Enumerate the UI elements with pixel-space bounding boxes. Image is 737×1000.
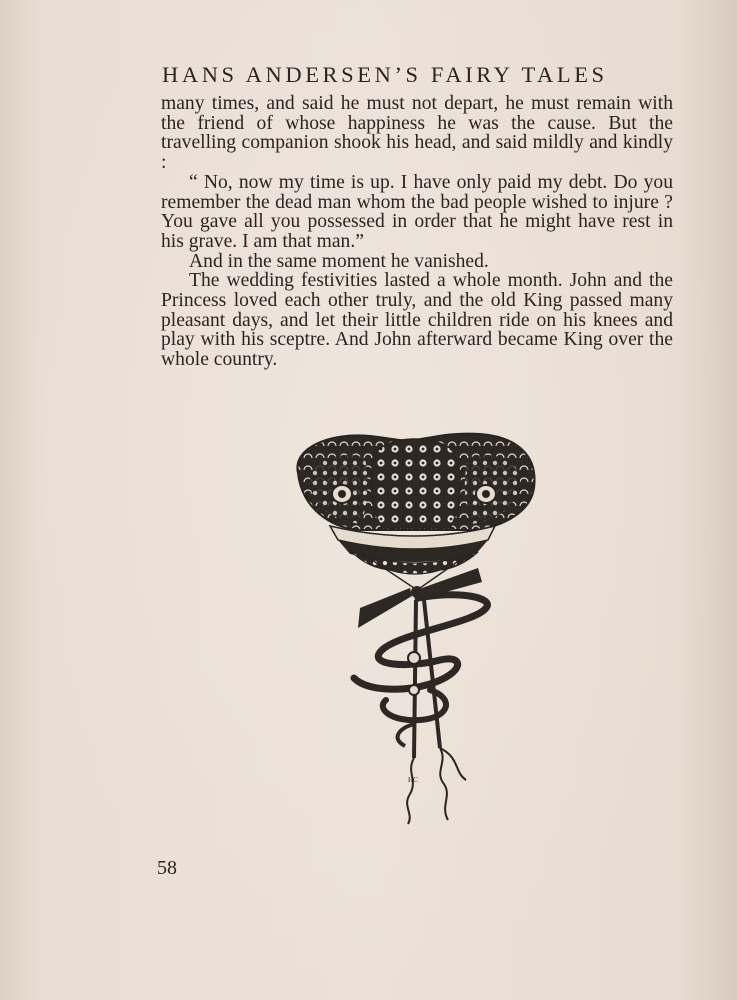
paragraph: “ No, now my time is up. I have only paid my debt. Do you remember the dead man whom the bad people wished to injure ? You gave all you possessed in order that he might have rest in his grave. I am that man.” [161,171,673,252]
body-text [161,94,673,370]
running-head: HANS ANDERSEN’S FAIRY TALES [162,62,608,87]
ornamental-bonnet-with-ribbons-icon [290,428,540,828]
paragraph: many times, and said he must not depart, he must remain with the friend of whose happiness he was the cause. But the travelling companion shook his head, and said mildly and kindly : [161,93,673,174]
svg-text:HC: HC [408,776,418,784]
paragraph: And in the same moment he vanished. [189,250,489,272]
page-number: 58 [157,857,177,879]
paragraph: The wedding festivities lasted a whole month. John and the Princess loved each other truly, and the old King passed many pleasant days, and let their little children ride on his knees and play with his sceptre. And John afterward became King over the whole country. [161,270,673,371]
